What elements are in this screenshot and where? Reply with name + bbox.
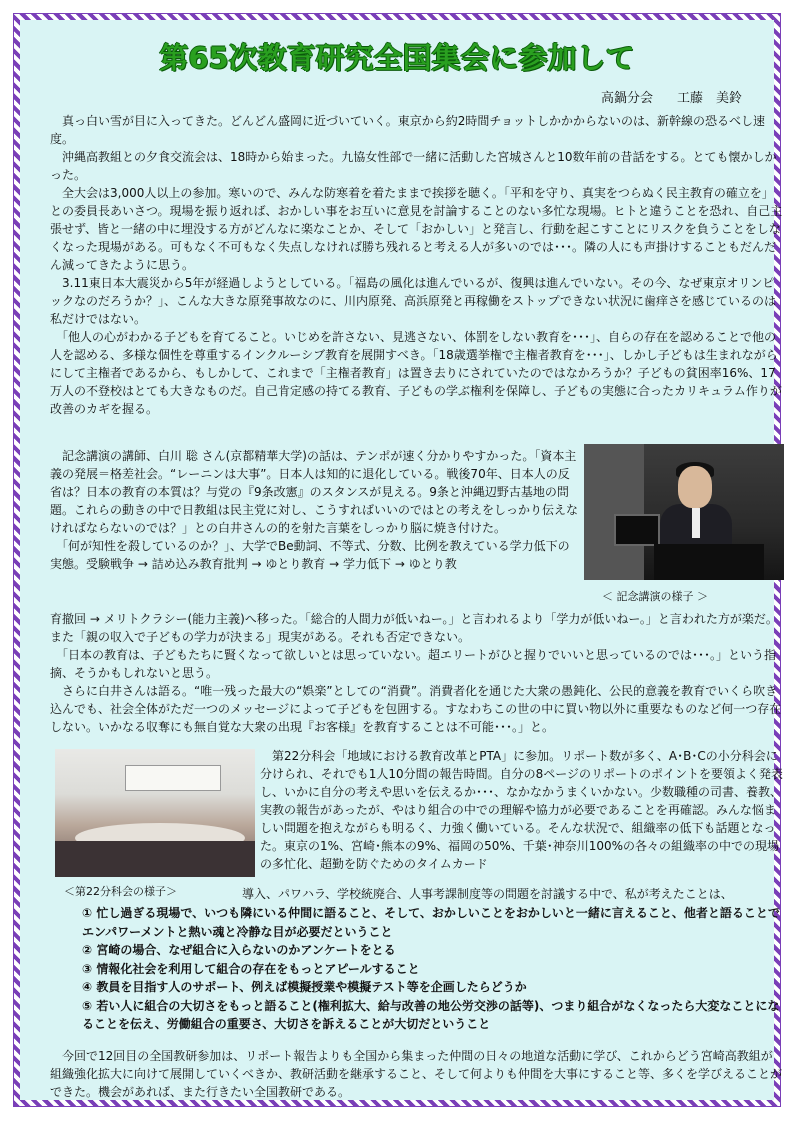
lecture-section (50, 447, 580, 573)
paragraph: 真っ白い雪が目に入ってきた。どんどん盛岡に近づいていく。東京から約2時間チョットしかかからないのは、新幹線の恐るべし速度。 (50, 114, 766, 146)
subcommittee-section (260, 747, 784, 873)
newsletter-page (14, 14, 784, 1106)
paragraph: 記念講演の講師、白川 聡 さん(京都精華大学)の話は、テンポが速く分かりやすかった。「資本主義の発展＝格差社会。“レーニンは大事”。日本人は知的に退化している。戦後70年、日本人の反省は？日本の教育の本質は？与党の『9条改憲』のスタンスが見える。9条と沖縄辺野古基地の問題。これらの動きの中で日教組は民主党に対し、こうすればいいのではとの考えをしっかり伝えなければならないのでは？」との白井さんの的を射た言葉をしっかり脳に焼き付けた。 (50, 449, 579, 535)
paragraph: 今回で12回目の全国教研参加は、リポート報告よりも全国から集まった仲間の日々の地道な活動に学び、これからどう宮崎高教組が組織強化拡大に向けて展開していくべきか、教研活動を継承すること、そして何よりも仲間を大事にすること等、多くを学びえることができた。機会があれば、また行きたい全国教研である。 (50, 1049, 783, 1099)
paragraph: 「日本の教育は、子どもたちに賢くなって欲しいとは思っていない。超エリートがひと握りでいいと思っているのでは･･･。」という指摘、そうかもしれないと思う。 (50, 648, 777, 680)
paragraph: 育撤回 → メリトクラシー(能力主義)へ移った。「総合的人間力が低いねー。」と言われるより「学力が低いねー。」と言われた方が楽だ。また「親の収入で子どもの学力が決まる」現実がある。それも否定できない。 (50, 612, 778, 644)
paragraph: 沖縄高教組との夕食交流会は、18時から始まった。九協女性部で一緒に活動した宮城さんと10数年前の昔話をする。とても懐かしかった。 (50, 150, 777, 182)
list-item: ② 宮崎の場合、なぜ組合に入らないのかアンケートをとる (82, 943, 396, 957)
list-item: ⑤ 若い人に組合の大切さをもっと語ること(権利拡大、給与改善の地公労交渉の話等)、つまり組合がなくなったら大変なことになることを伝え、労働組合の重要さ、大切さを訴えることが大切だということ (82, 998, 780, 1031)
paragraph: 3.11東日本大震災から5年が経過しようとしている。「福島の風化は進んでいるが、復興は進んでいない。その今、なぜ東京オリンピックなのだろうか？」、こんな大きな原発事故なのに、川内原発、高浜原発と再稼働をストップできない状況に歯痒さを感じているのは私だけではない。 (50, 276, 777, 326)
closing-section (50, 1047, 784, 1101)
lecture-continued-section (50, 610, 784, 736)
author-name: 工藤 美鈴 (676, 91, 742, 106)
list-item: ① 忙し過ぎる現場で、いつも隣にいる仲間に語ること、そして、おかしいことをおかしいと一緒に言えること、他者と語ることでエンパワーメントと熱い魂と冷静な目が必要だということ (82, 906, 780, 939)
subcommittee-continued (230, 885, 784, 903)
list-item: ③ 情報化社会を利用して組合の存在をもっとアピールすること (82, 961, 420, 976)
page-title: 第65次教育研究全国集会に参加して (159, 41, 635, 75)
paragraph: 「他人の心がわかる子どもを育てること。いじめを許さない、見逃さない、体罰をしない教育を･･･」、自らの存在を認めることで他の人を認める、多様な個性を尊重するインクルーシブ教育を展開すべき。「18歳選挙権で主権者教育を･･･」、しかし子どもは生まれながらにして主権者であるから、もしかして、これまで「主権者教育」は置き去りにされていたのではなかろうか？子どもの貧困率16%、17万人の不登校はとても大きなものだ。自己肯定感の持てる教育、子どもの学ぶ権利を保障し、子どもの実態に合ったカリキュラム作りが改善のカギを握る。 (50, 330, 782, 416)
lecture-photo-caption: ＜ 記念講演の様子 ＞ (602, 590, 708, 603)
paragraph: 導入、パワハラ、学校統廃合、人事考課制度等の問題を討議する中で、私が考えたことは、 (230, 887, 733, 901)
paragraph: 「何が知性を殺しているのか？」、大学でBe動詞、不等式、分数、比例を教えている学力低下の実態。受験戦争 → 詰め込み教育批判 → ゆとり教育 → 学力低下 → ゆとり教 (50, 539, 570, 571)
author-line (577, 87, 742, 106)
subcommittee-photo (55, 749, 255, 877)
paragraph: 全大会は3,000人以上の参加。寒いので、みんな防寒着を着たままで挨拶を聴く。「平和を守り、真実をつらぬく民主教育の確立を」との委員長あいさつ。現場を振り返れば、おかしい事をお互いに意見を討論することのない多忙な現場。ヒトと違うことを恐れ、自己主張せず、皆と一緒の中に埋没する方がどんなに楽なことか、そして「おかしい」と発言し、行動を起こすことにリスクを負うことをしなくなった現場がある。可もなく不可もなく失点しなければ勝ち残れると考える人が多いのでは･･･。隣の人にも声掛けすることもだんだん減ってきたように思う。 (50, 186, 783, 272)
author-branch: 高鍋分会 (600, 91, 653, 106)
paragraph: 第22分科会「地域における教育改革とPTA」に参加。リポート数が多く、A･B･Cの小分科会に分けられ、それでも1人10分間の報告時間。自分の8ページのリポートのポイントを要領よく発表し、いかに自分の考えや思いを伝えるか･･･、なかなかうまくいかない。少数職種の司書、養教、実教の報告があったが、やはり組合の中での理解や協力が必要であることを再確認。みんな悩ましい問題を抱えながらも明るく、力強く働いている。そんな状況で、組織率の低下も話題となった。東京の1%、宮崎･熊本の9%、福岡の50%、千葉･神奈川100%の各々の組織率の中での現場の多忙化、超勤を防ぐためのタイムカード (260, 749, 784, 871)
subcommittee-photo-caption: ＜第22分科会の様子＞ (64, 885, 177, 898)
paragraph: さらに白井さんは語る。“唯一残った最大の“娯楽”としての“消費”。消費者化を通じた大衆の愚鈍化、公民的意義を教育でいくら吹き込んでも、社会全体がただ一つのメッセージによって子どもを包囲する。すなわちこの世の中に買い物以外に重要なものなど何一つ存在しない。いかなる収奪にも無自覚な大衆の出現『お客様』を教育することは不可能･･･。」と。 (50, 684, 782, 734)
intro-section (50, 112, 784, 418)
list-item: ④ 教員を目指す人のサポート、例えば模擬授業や模擬テスト等を企画したらどうか (82, 980, 527, 994)
lecture-photo (584, 444, 784, 580)
conclusions-list (82, 904, 782, 1034)
